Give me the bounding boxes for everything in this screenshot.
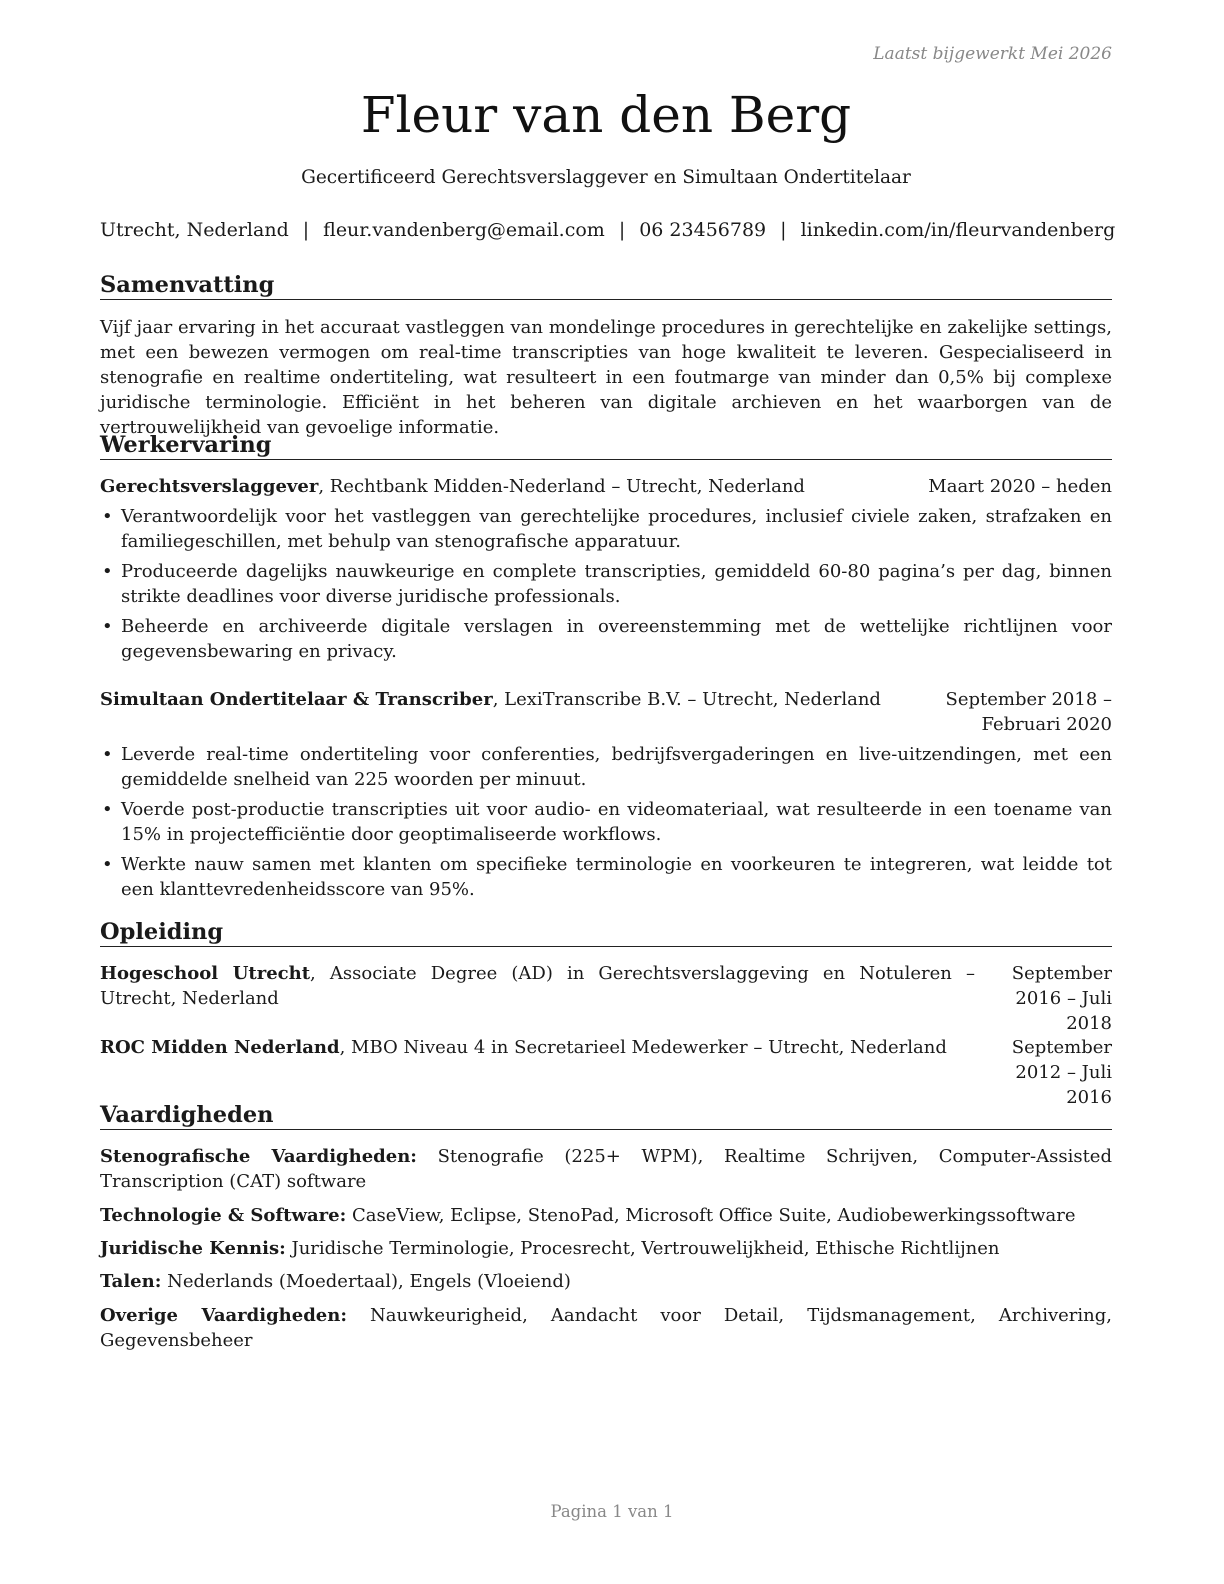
- job-role: Gerechtsverslaggever: [100, 476, 319, 497]
- education-school: Hogeschool Utrecht: [100, 963, 311, 984]
- section-title-skills: Vaardigheden: [100, 1101, 1112, 1130]
- contact-separator: |: [302, 219, 310, 241]
- job-organization: , LexiTranscribe B.V. – Utrecht, Nederland: [492, 689, 881, 710]
- job-bullet: • Werkte nauw samen met klanten om specifieke terminologie en voorkeuren te integreren, wat leidde tot een klanttevredenheidsscore van 95%.: [102, 854, 1112, 900]
- page-number: Pagina 1 van 1: [550, 1502, 674, 1521]
- skill-label: Juridische Kennis:: [100, 1238, 286, 1259]
- education-detail: , MBO Niveau 4 in Secretarieel Medewerker – Utrecht, Nederland: [339, 1037, 947, 1058]
- job-bullets: [100, 504, 1112, 669]
- job-header: [100, 687, 1112, 735]
- job-organization: , Rechtbank Midden-Nederland – Utrecht, Nederland: [318, 476, 805, 497]
- section-title-experience: Werkervaring: [100, 431, 1112, 460]
- skill-value: Stenografie (225+ WPM), Realtime Schrijven, Computer-Assisted Transcription (CAT) software: [100, 1146, 1112, 1192]
- education-dates: September 2016 – Juli 2018: [1011, 963, 1112, 1034]
- contact-linkedin[interactable]: linkedin.com/in/fleurvandenberg: [800, 219, 1116, 241]
- job-role: Simultaan Ondertitelaar & Transcriber: [100, 689, 493, 710]
- job-bullet: • Verantwoordelijk voor het vastleggen van gerechtelijke procedures, inclusief civiele zaken, strafzaken en familiegeschillen, met behulp van stenografische apparatuur.: [102, 506, 1112, 552]
- contact-email[interactable]: fleur.vandenberg@email.com: [323, 219, 605, 241]
- skill-label: Technologie & Software:: [100, 1205, 347, 1226]
- skill-label: Stenografische Vaardigheden:: [100, 1146, 417, 1167]
- job-bullet: • Produceerde dagelijks nauwkeurige en complete transcripties, gemiddeld 60-80 pagina’s per dag, binnen strikte deadlines voor diverse juridische professionals.: [102, 561, 1112, 607]
- education-entry: [100, 961, 1112, 1034]
- education-entry: [100, 1035, 1112, 1108]
- skill-value: Nauwkeurigheid, Aandacht voor Detail, Tijdsmanagement, Archivering, Gegevensbeheer: [100, 1305, 1112, 1351]
- job-bullet: • Beheerde en archiveerde digitale verslagen in overeenstemming met de wettelijke richtlijnen voor gegevensbewaring en privacy.: [102, 616, 1112, 662]
- candidate-title: Gecertificeerd Gerechtsverslaggever en Simultaan Ondertitelaar: [301, 167, 911, 188]
- contact-separator: |: [780, 219, 787, 241]
- skill-line: [100, 1269, 1112, 1294]
- contact-location: Utrecht, Nederland: [100, 219, 289, 241]
- skill-line: [100, 1203, 1112, 1228]
- contact-separator: |: [618, 219, 626, 241]
- job-dates: September 2018 – Februari 2020: [945, 689, 1112, 735]
- education-school: ROC Midden Nederland: [100, 1037, 340, 1058]
- job-bullets: [100, 742, 1112, 907]
- skill-line: [100, 1236, 1112, 1261]
- candidate-name: Fleur van den Berg: [360, 86, 852, 144]
- skill-value: Juridische Terminologie, Procesrecht, Vertrouwelijkheid, Ethische Richtlijnen: [285, 1238, 1000, 1259]
- job-dates: Maart 2020 – heden: [928, 476, 1112, 497]
- education-detail: , Associate Degree (AD) in Gerechtsverslaggeving en Notuleren – Utrecht, Nederland: [100, 963, 975, 1009]
- skill-line: [100, 1303, 1112, 1353]
- skill-value: CaseView, Eclipse, StenoPad, Microsoft Office Suite, Audiobewerkingssoftware: [346, 1205, 1076, 1226]
- summary-text: Vijf jaar ervaring in het accuraat vastleggen van mondelinge procedures in gerechtelijke en zakelijke settings, met een bewezen vermogen om real-time transcripties van hoge kwaliteit te leveren. Gespecialiseerd in stenografie en realtime ondertiteling, wat resulteert in een foutmarge van minder dan 0,5% bij complexe juridische terminologie. Efficiënt in het beheren van digitale archieven en het waarborgen van de vertrouwelijkheid van gevoelige informatie.: [100, 317, 1112, 438]
- education-dates: September 2012 – Juli 2016: [1011, 1037, 1112, 1108]
- section-title-education: Opleiding: [100, 918, 1112, 947]
- contact-line: [100, 219, 1116, 241]
- last-updated: Laatst bijgewerkt Mei 2026: [873, 44, 1112, 64]
- contact-phone[interactable]: 06 23456789: [639, 219, 767, 241]
- skill-line: [100, 1144, 1112, 1194]
- skill-label: Overige Vaardigheden:: [100, 1305, 347, 1326]
- job-bullet: • Voerde post-productie transcripties uit voor audio- en videomateriaal, wat resulteerde in een toename van 15% in projectefficiëntie door geoptimaliseerde workflows.: [102, 799, 1112, 845]
- resume-page: [100, 0, 1116, 1584]
- skill-label: Talen:: [100, 1271, 162, 1292]
- skill-value: Nederlands (Moedertaal), Engels (Vloeiend): [161, 1271, 571, 1292]
- section-title-summary: Samenvatting: [100, 271, 1112, 300]
- job-header: [100, 474, 1112, 499]
- job-bullet: • Leverde real-time ondertiteling voor conferenties, bedrijfsvergaderingen en live-uitzendingen, met een gemiddelde snelheid van 225 woorden per minuut.: [102, 744, 1112, 790]
